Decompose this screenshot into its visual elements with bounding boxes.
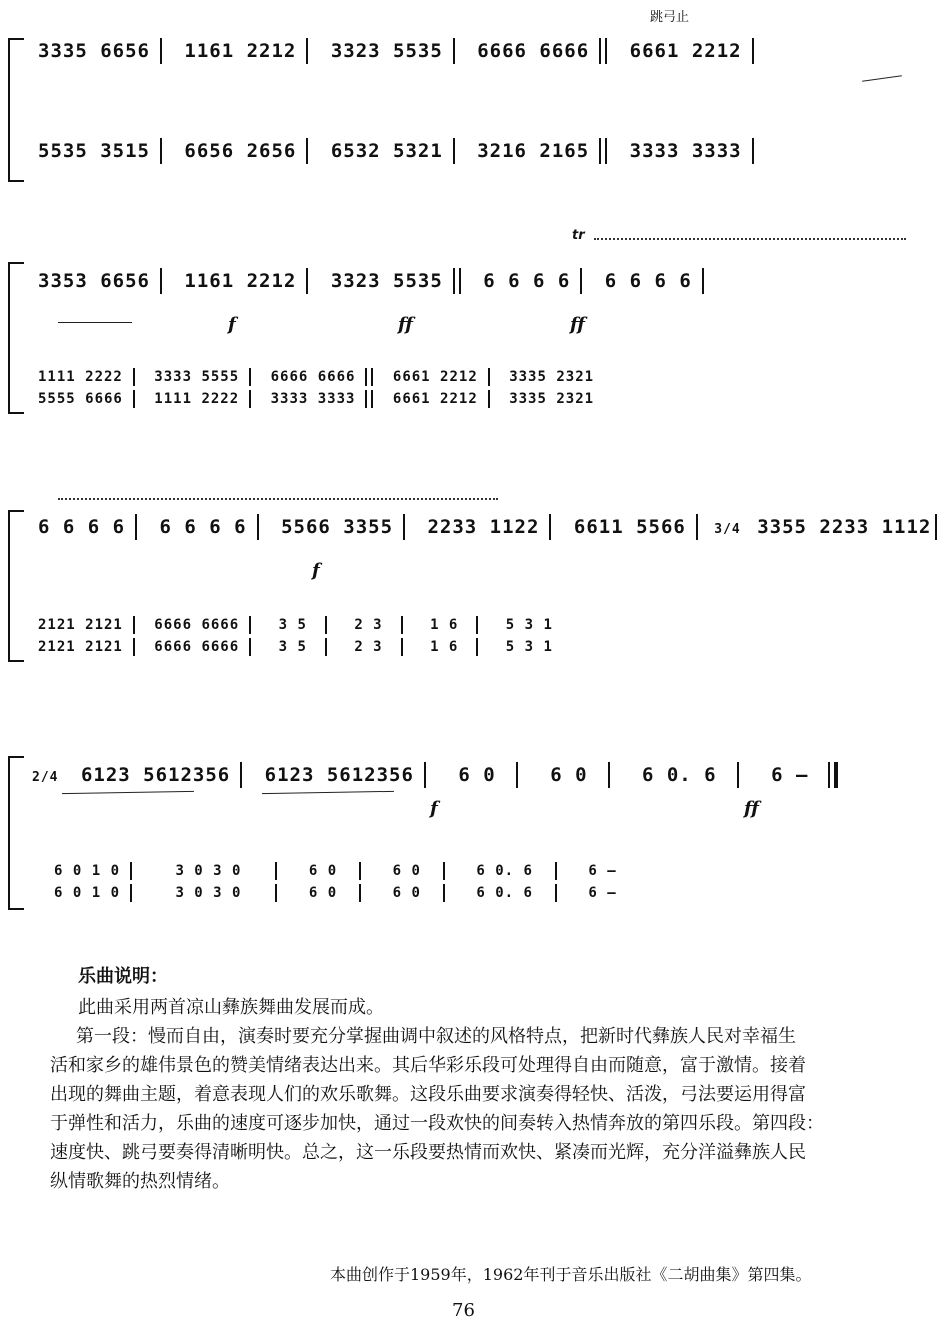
measure: 6123 5612356 [80, 763, 231, 786]
crescendo-mark [862, 75, 902, 82]
measure: 2 3 [354, 617, 383, 633]
measure: 6 0. 6 [476, 885, 533, 901]
upper-staff [30, 268, 706, 294]
notes-heading: 乐曲说明： [78, 966, 168, 987]
measure: 1161 2212 [184, 39, 297, 62]
measure: 3333 5555 [154, 369, 240, 385]
system-brace [8, 262, 24, 414]
measure: 2 3 [354, 639, 383, 655]
measure: 3355 2233 1112 [757, 515, 932, 538]
measure: 6 6 6 6 [38, 515, 126, 538]
dynamic-mark: f [228, 314, 236, 335]
measure: 6656 2656 [184, 139, 297, 162]
system-brace [8, 38, 24, 182]
measure: 3323 5535 [330, 39, 443, 62]
measure: 6611 5566 [573, 515, 686, 538]
measure: 2233 1122 [427, 515, 540, 538]
bow-stop-mark: 跳弓止 [650, 10, 690, 25]
measure: 3335 2321 [509, 369, 595, 385]
measure: 6 0 [458, 763, 496, 786]
lower-staff [30, 138, 756, 164]
measure: 6532 5321 [330, 139, 443, 162]
measure: 6 6 6 6 [604, 269, 692, 292]
measure: 5 3 1 [505, 639, 553, 655]
measure: 6123 5612356 [264, 763, 414, 786]
measure: 3333 3333 [629, 139, 742, 162]
measure: 6 0 [392, 863, 421, 879]
dynamic-mark: f [430, 798, 438, 819]
measure: 6666 6666 [154, 639, 240, 655]
lower-staff-upper-voice [30, 862, 637, 880]
notes-paragraph: 活和家乡的雄伟景色的赞美情绪表达出来。其后华彩乐段可处理得自由而随意，富于激情。接着 [50, 1055, 806, 1076]
measure: 6666 6666 [154, 617, 240, 633]
lower-staff [30, 884, 637, 902]
measure: 6661 2212 [392, 391, 478, 407]
system-brace [8, 756, 24, 910]
dynamic-mark: ff [398, 314, 413, 335]
measure: 6 0 1 0 [54, 863, 121, 879]
lower-staff [30, 390, 602, 408]
measure: 6 0 [550, 763, 588, 786]
measure: 3335 2321 [509, 391, 595, 407]
measure: 1 6 [430, 639, 459, 655]
lower-staff-upper-voice [30, 616, 569, 634]
notes-paragraph: 出现的舞曲主题，着意表现人们的欢乐歌舞。这段乐曲要求演奏得轻快、活泼，弓法要运用得富 [50, 1084, 806, 1105]
measure: 6 – [588, 885, 617, 901]
measure: 6 0 [392, 885, 421, 901]
measure: 3333 3333 [270, 391, 356, 407]
measure: 3 0 3 0 [175, 885, 242, 901]
measure: 1111 2222 [38, 369, 123, 385]
publication-credit: 本曲创作于1959年，1962年刊于音乐出版社《二胡曲集》第四集。 [330, 1265, 812, 1284]
measure: 5566 3355 [281, 515, 394, 538]
measure: 1 6 [430, 617, 459, 633]
dynamic-mark: f [312, 560, 320, 581]
crescendo-mark [62, 791, 194, 794]
measure: 5555 6666 [38, 391, 123, 407]
measure: 6 – [771, 763, 809, 786]
measure: 6 0. 6 [476, 863, 533, 879]
measure: 3 5 [278, 639, 307, 655]
crescendo-mark [262, 791, 394, 794]
measure: 6661 2212 [392, 369, 478, 385]
measure: 2121 2121 [38, 639, 123, 655]
system-brace [8, 510, 24, 662]
time-signature: 2/4 [32, 769, 59, 785]
measure: 6 0 1 0 [54, 885, 121, 901]
trill-line [58, 498, 498, 500]
measure: 6 0. 6 [641, 763, 717, 786]
notes-paragraph: 于弹性和活力，乐曲的速度可逐步加快，通过一段欢快的间奏转入热情奔放的第四乐段。第四段： [50, 1113, 824, 1134]
measure: 3216 2165 [477, 139, 590, 162]
measure: 2121 2121 [38, 617, 123, 633]
measure: 6666 6666 [477, 39, 590, 62]
measure: 6 – [588, 863, 617, 879]
measure: 3 0 3 0 [175, 863, 242, 879]
measure: 3353 6656 [38, 269, 150, 292]
measure: 1161 2212 [184, 269, 297, 292]
time-signature: 3/4 [714, 521, 741, 537]
measure: 3 5 [278, 617, 307, 633]
measure: 5535 3515 [38, 139, 150, 162]
trill-mark: tr [572, 228, 585, 243]
page-number: 76 [452, 1300, 475, 1321]
lower-staff [30, 638, 569, 656]
decrescendo-mark [58, 322, 132, 323]
measure: 1111 2222 [154, 391, 240, 407]
notes-paragraph: 此曲采用两首凉山彝族舞曲发展而成。 [78, 997, 384, 1018]
music-notes [50, 962, 908, 1196]
notes-paragraph: 速度快、跳弓要奏得清晰明快。总之，这一乐段要热情而欢快、紧凑而光辉，充分洋溢彝族人民 [50, 1142, 806, 1163]
dynamic-mark: ff [570, 314, 585, 335]
measure: 3323 5535 [330, 269, 443, 292]
notes-paragraph: 纵情歌舞的热烈情绪。 [50, 1171, 230, 1192]
measure: 5 3 1 [505, 617, 553, 633]
upper-staff [30, 762, 840, 788]
measure: 6 6 6 6 [483, 269, 571, 292]
upper-staff [30, 514, 939, 540]
measure: 6661 2212 [629, 39, 742, 62]
measure: 6 0 [308, 863, 338, 879]
measure: 6 6 6 6 [159, 515, 247, 538]
dynamic-mark: ff [744, 798, 759, 819]
measure: 6 0 [308, 885, 338, 901]
upper-staff [30, 38, 756, 64]
measure: 6666 6666 [270, 369, 356, 385]
lower-staff-upper-voice [30, 368, 602, 386]
measure: 3335 6656 [38, 39, 150, 62]
notes-paragraph: 第一段：慢而自由，演奏时要充分掌握曲调中叙述的风格特点，把新时代彝族人民对幸福生 [76, 1026, 796, 1047]
trill-line [594, 238, 906, 240]
